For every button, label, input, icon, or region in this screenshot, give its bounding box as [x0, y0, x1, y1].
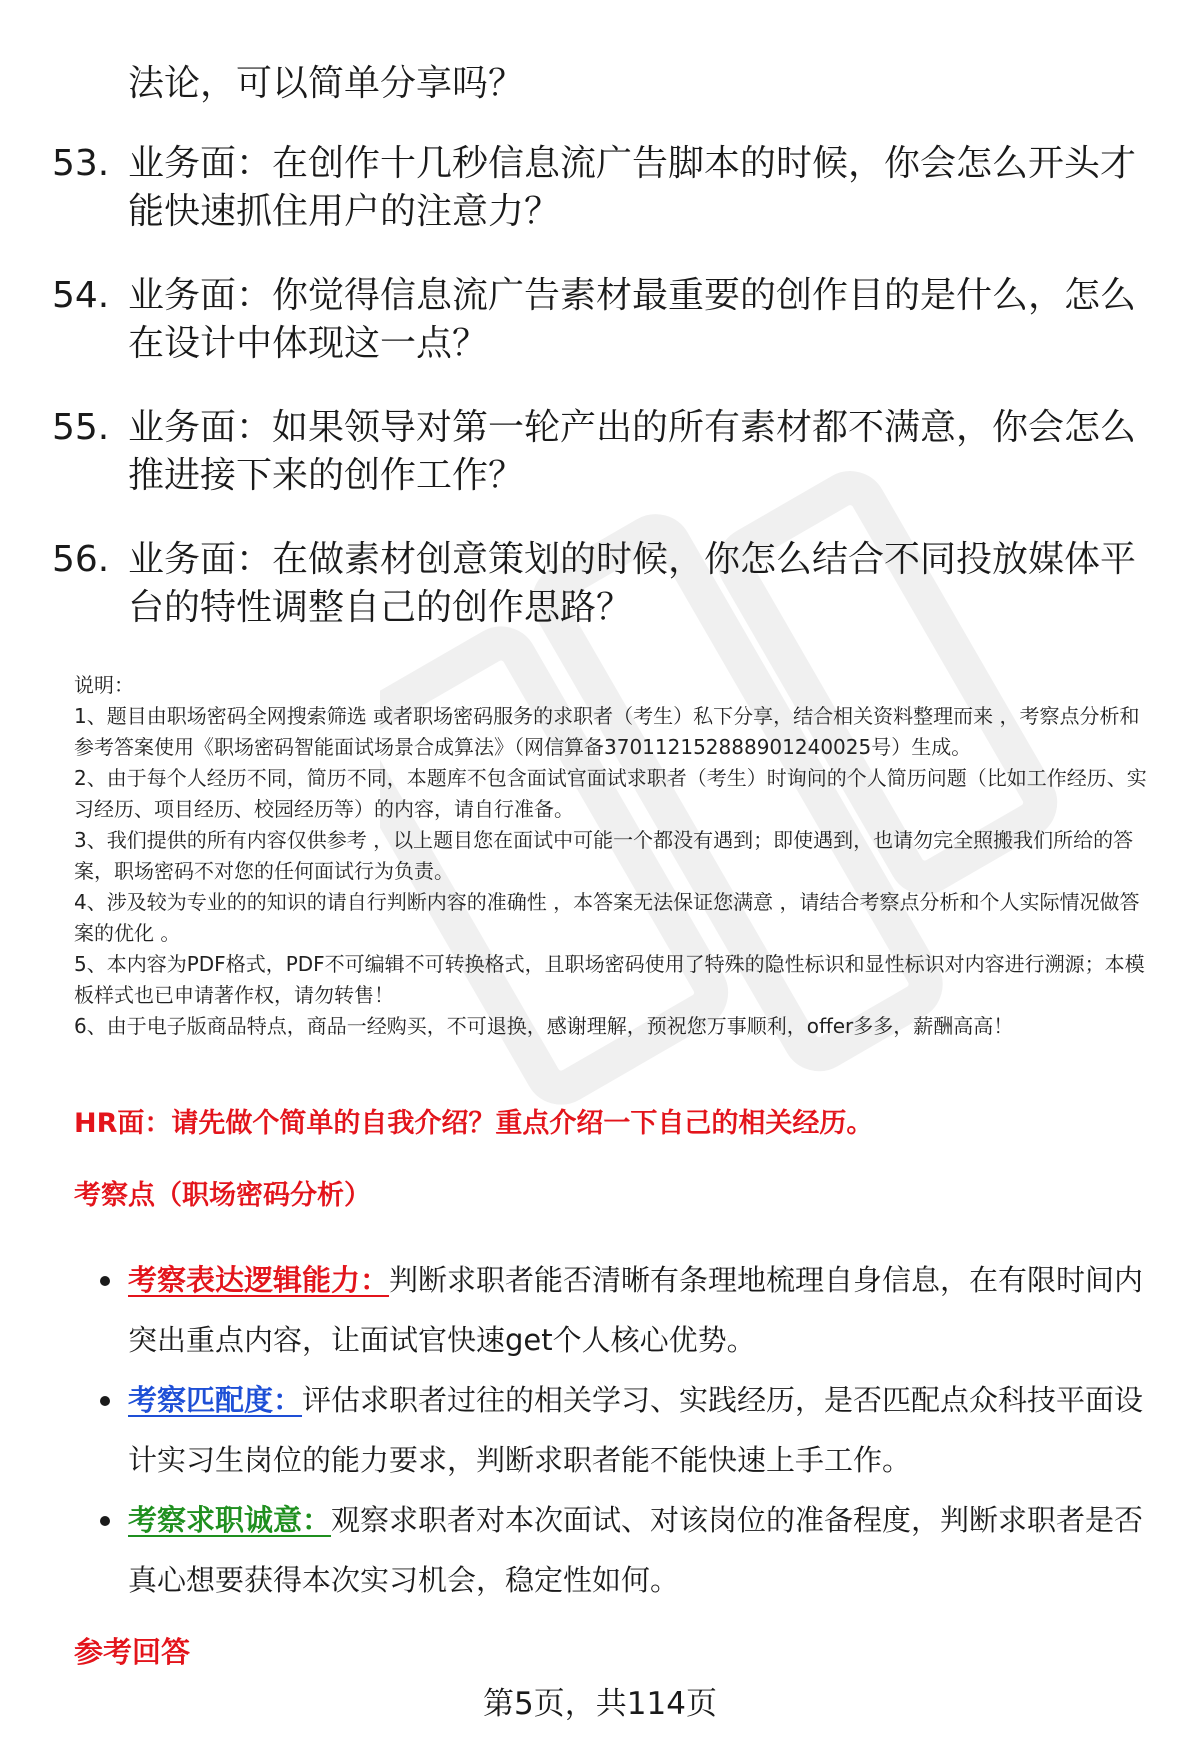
- question-item: [52, 140, 1162, 236]
- analysis-point: [94, 1250, 1164, 1370]
- question-number: 56.: [52, 539, 110, 580]
- point-text: 评估求职者过往的相关学习、实践经历，是否匹配点众科技平面设计实习生岗位的能力要求，判断求职者能不能快速上手工作。: [128, 1383, 1144, 1477]
- hr-question-title: HR面：请先做个简单的自我介绍？重点介绍一下自己的相关经历。: [74, 1108, 874, 1139]
- note-item: 2、由于每个人经历不同，简历不同，本题库不包含面试官面试求职者（考生）时询问的个人简历问题（比如工作经历、实习经历、项目经历、校园经历等）的内容，请自行准备。: [74, 766, 1147, 821]
- note-item: 5、本内容为PDF格式，PDF不可编辑不可转换格式，且职场密码使用了特殊的隐性标识和显性标识对内容进行溯源；本模板样式也已申请著作权，请勿转售！: [74, 952, 1145, 1007]
- question-number: 55.: [52, 407, 110, 448]
- answer-section-title: 参考回答: [74, 1635, 191, 1669]
- question-item: [52, 536, 1162, 632]
- question-number: 53.: [52, 143, 110, 184]
- question-text: 业务面：在创作十几秒信息流广告脚本的时候，你会怎么开头才能快速抓住用户的注意力？: [128, 143, 1137, 232]
- notes-heading: 说明：: [74, 673, 134, 697]
- question-continuation: 法论，可以简单分享吗？: [128, 63, 525, 104]
- question-text: 业务面：在做素材创意策划的时候，你怎么结合不同投放媒体平台的特性调整自己的创作思路？: [128, 539, 1137, 628]
- question-number: 54.: [52, 275, 110, 316]
- note-item: 1、题目由职场密码全网搜索筛选 或者职场密码服务的求职者（考生）私下分享，结合相关资料整理而来 ，考察点分析和参考答案使用《职场密码智能面试场景合成算法》（网信算备370112152888901240025号）生成。: [74, 704, 1140, 759]
- analysis-points: [94, 1250, 1164, 1610]
- point-keyword: 考察匹配度：: [128, 1383, 303, 1417]
- note-item: 3、我们提供的所有内容仅供参考 ，以上题目您在面试中可能一个都没有遇到；即使遇到，也请勿完全照搬我们所给的答案，职场密码不对您的任何面试行为负责。: [74, 828, 1134, 883]
- point-keyword: 考察表达逻辑能力：: [128, 1263, 390, 1297]
- question-item: [52, 272, 1162, 368]
- point-text: 观察求职者对本次面试、对该岗位的准备程度，判断求职者是否真心想要获得本次实习机会，稳定性如何。: [128, 1503, 1144, 1597]
- question-text: 业务面：如果领导对第一轮产出的所有素材都不满意，你会怎么推进接下来的创作工作？: [128, 407, 1137, 496]
- note-item: 6、由于电子版商品特点，商品一经购买，不可退换，感谢理解，预祝您万事顺利，offer多多，薪酬高高！: [74, 1014, 1014, 1038]
- page-footer: 第5页，共114页: [483, 1686, 717, 1722]
- point-keyword: 考察求职诚意：: [128, 1503, 332, 1537]
- analysis-point: [94, 1490, 1164, 1610]
- question-item: [52, 404, 1162, 500]
- bullet-icon: [94, 1490, 128, 1610]
- note-item: 4、涉及较为专业的的知识的请自行判断内容的准确性 ，本答案无法保证您满意 ，请结合考察点分析和个人实际情况做答案的优化 。: [74, 890, 1140, 945]
- question-text: 业务面：你觉得信息流广告素材最重要的创作目的是什么，怎么在设计中体现这一点？: [128, 275, 1137, 364]
- point-text: 判断求职者能否清晰有条理地梳理自身信息，在有限时间内突出重点内容，让面试官快速get个人核心优势。: [128, 1263, 1144, 1357]
- analysis-section-title: 考察点（职场密码分析）: [74, 1180, 371, 1211]
- analysis-point: [94, 1370, 1164, 1490]
- question-list: [52, 140, 1162, 668]
- bullet-icon: [94, 1370, 128, 1490]
- disclaimer-notes: [74, 670, 1159, 1042]
- bullet-icon: [94, 1250, 128, 1370]
